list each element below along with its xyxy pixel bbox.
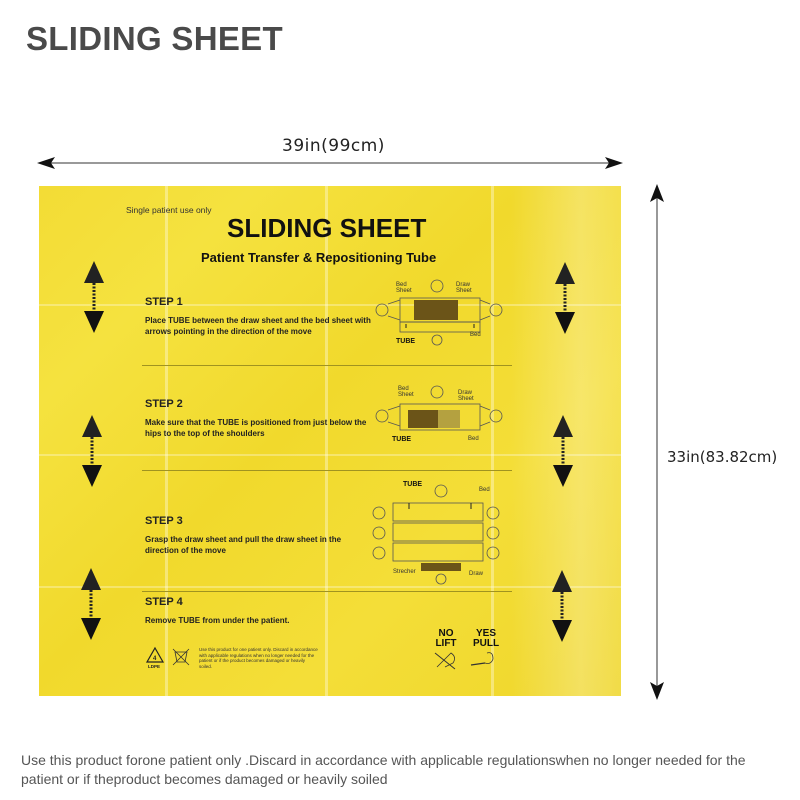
step-text: Remove TUBE from under the patient.	[145, 616, 290, 625]
svg-text:4: 4	[153, 656, 157, 662]
double-arrow-icon	[84, 261, 104, 333]
bed-label: Bed	[479, 487, 490, 493]
height-label: 33in(83.82cm)	[667, 448, 778, 466]
step-divider	[142, 365, 512, 366]
yes-pull-icon	[469, 649, 503, 671]
no-wash-icon	[173, 649, 189, 665]
step-divider	[142, 470, 512, 471]
single-use-note: Single patient use only	[126, 205, 212, 215]
double-arrow-icon	[553, 415, 573, 487]
step-1-diagram	[374, 276, 504, 346]
bed-label: Bed	[468, 436, 479, 442]
double-arrow-icon	[552, 570, 572, 642]
step-title: STEP 4	[145, 596, 183, 608]
no-lift-icon	[431, 649, 461, 671]
patient-transfer-diagram-icon	[369, 481, 504, 586]
step-3-diagram	[369, 481, 504, 586]
fine-print: Use this product for one patient only. Discard in accordance with applicable regulations when no longer needed for the patient or if the product becomes damaged or heavily soiled.	[199, 647, 318, 669]
step-1	[145, 296, 375, 337]
step-2-diagram	[374, 384, 504, 446]
sheet-subtitle: Patient Transfer & Repositioning Tube	[201, 250, 437, 265]
step-title: STEP 1	[145, 296, 183, 308]
height-arrow-icon	[650, 184, 664, 700]
patient-transfer-diagram-icon	[374, 276, 504, 346]
tube-label: TUBE	[396, 338, 416, 345]
disclaimer-text: Use this product forone patient only .Discard in accordance with applicable regulationswhen no longer needed for the patient or if theproduct becomes damaged or heavily soiled	[21, 752, 746, 787]
strecher-label: Strecher	[393, 569, 416, 575]
draw-label: Draw	[469, 571, 484, 577]
width-label: 39in(99cm)	[282, 136, 385, 156]
step-divider	[142, 591, 512, 592]
tube-label: TUBE	[392, 436, 412, 443]
double-arrow-icon	[81, 568, 101, 640]
step-2	[145, 398, 375, 439]
double-arrow-icon	[555, 262, 575, 334]
tube-label: TUBE	[403, 481, 423, 488]
symbols-row	[145, 646, 195, 677]
no-lift-label: NO LIFT	[431, 629, 461, 674]
yes-pull-label: YES PULL	[469, 629, 503, 674]
step-title: STEP 2	[145, 398, 183, 410]
step-text: Make sure that the TUBE is positioned from just below the hips to the top of the shoulders	[145, 418, 367, 438]
step-3	[145, 515, 375, 556]
step-text: Grasp the draw sheet and pull the draw sheet in the direction of the move	[145, 535, 342, 555]
step-text: Place TUBE between the draw sheet and the bed sheet with arrows pointing in the direction of the move	[145, 316, 371, 336]
bed-sheet-label: Bed Sheet	[396, 282, 412, 294]
sheet-title: SLIDING SHEET	[227, 213, 427, 243]
page-title: SLIDING SHEET	[26, 20, 283, 57]
sliding-sheet-product	[39, 186, 621, 696]
ldpe-label: LDPE	[148, 664, 161, 669]
width-arrow-icon	[37, 157, 623, 169]
draw-sheet-label: Draw Sheet	[456, 282, 472, 294]
draw-sheet-label: Draw Sheet	[458, 390, 474, 402]
bed-label: Bed	[470, 332, 481, 338]
bed-sheet-label: Bed Sheet	[398, 386, 414, 398]
step-4	[145, 596, 375, 626]
step-title: STEP 3	[145, 515, 183, 527]
double-arrow-icon	[82, 415, 102, 487]
